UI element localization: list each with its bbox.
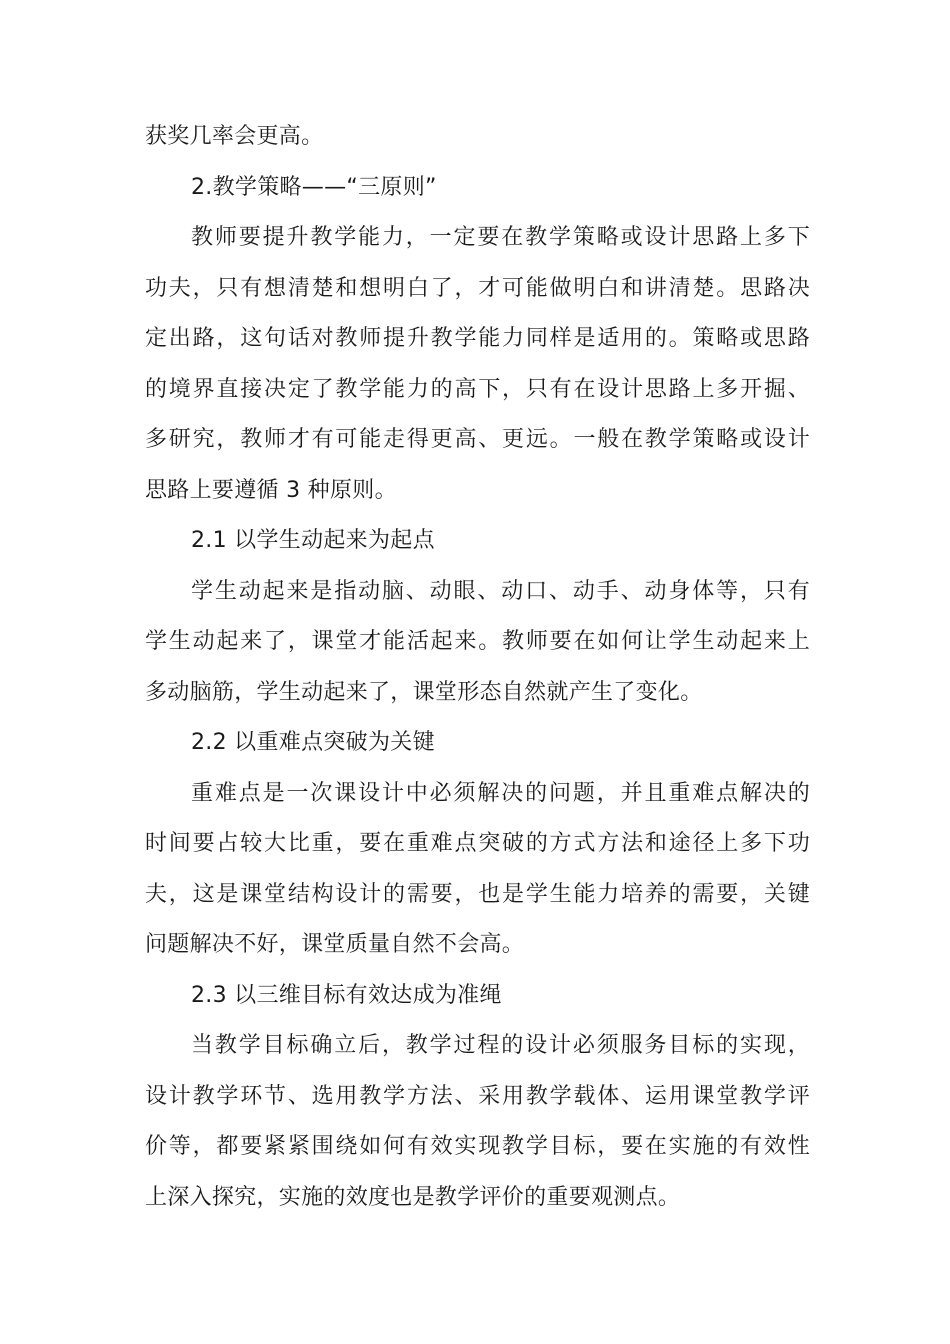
subsection-heading: 2.1 以学生动起来为起点 — [191, 528, 435, 553]
text-line: 定出路，这句话对教师提升教学能力同样是适用的。策略或思路 — [145, 326, 810, 351]
subsection-heading: 2.2 以重难点突破为关键 — [191, 730, 435, 755]
subsection-heading: 2.3 以三维目标有效达成为准绳 — [191, 982, 502, 1008]
text-line: 上深入探究，实施的效度也是教学评价的重要观测点。 — [145, 1184, 681, 1210]
text-line: 当教学目标确立后，教学过程的设计必须服务目标的实现， — [191, 1033, 810, 1058]
text-line: 思路上要遵循 3 种原则。 — [145, 477, 397, 503]
text-line: 的境界直接决定了教学能力的高下，只有在设计思路上多开掘、 — [145, 376, 810, 402]
section-heading: 2.教学策略——“三原则” — [191, 174, 437, 200]
document-page — [145, 112, 810, 1223]
text-line: 学生动起来了，课堂才能活起来。教师要在如何让学生动起来上 — [145, 629, 810, 654]
text-line: 教师要提升教学能力，一定要在教学策略或设计思路上多下 — [191, 225, 810, 250]
text-line: 夫，这是课堂结构设计的需要，也是学生能力培养的需要，关键 — [145, 881, 810, 907]
text-line: 功夫，只有想清楚和想明白了，才可能做明白和讲清楚。思路决 — [145, 275, 810, 301]
text-line: 价等，都要紧紧围绕如何有效实现教学目标，要在实施的有效性 — [145, 1134, 810, 1159]
text-line: 获奖几率会更高。 — [145, 124, 324, 149]
text-line: 重难点是一次课设计中必须解决的问题，并且重难点解决的 — [191, 780, 810, 806]
text-line: 多动脑筋，学生动起来了，课堂形态自然就产生了变化。 — [145, 679, 703, 705]
text-line: 学生动起来是指动脑、动眼、动口、动手、动身体等，只有 — [191, 578, 810, 604]
text-line: 多研究，教师才有可能走得更高、更远。一般在教学策略或设计 — [145, 427, 810, 452]
text-line: 时间要占较大比重，要在重难点突破的方式方法和途径上多下功 — [145, 831, 810, 856]
text-line: 设计教学环节、选用教学方法、采用教学载体、运用课堂教学评 — [145, 1083, 810, 1109]
text-line: 问题解决不好，课堂质量自然不会高。 — [145, 932, 525, 957]
